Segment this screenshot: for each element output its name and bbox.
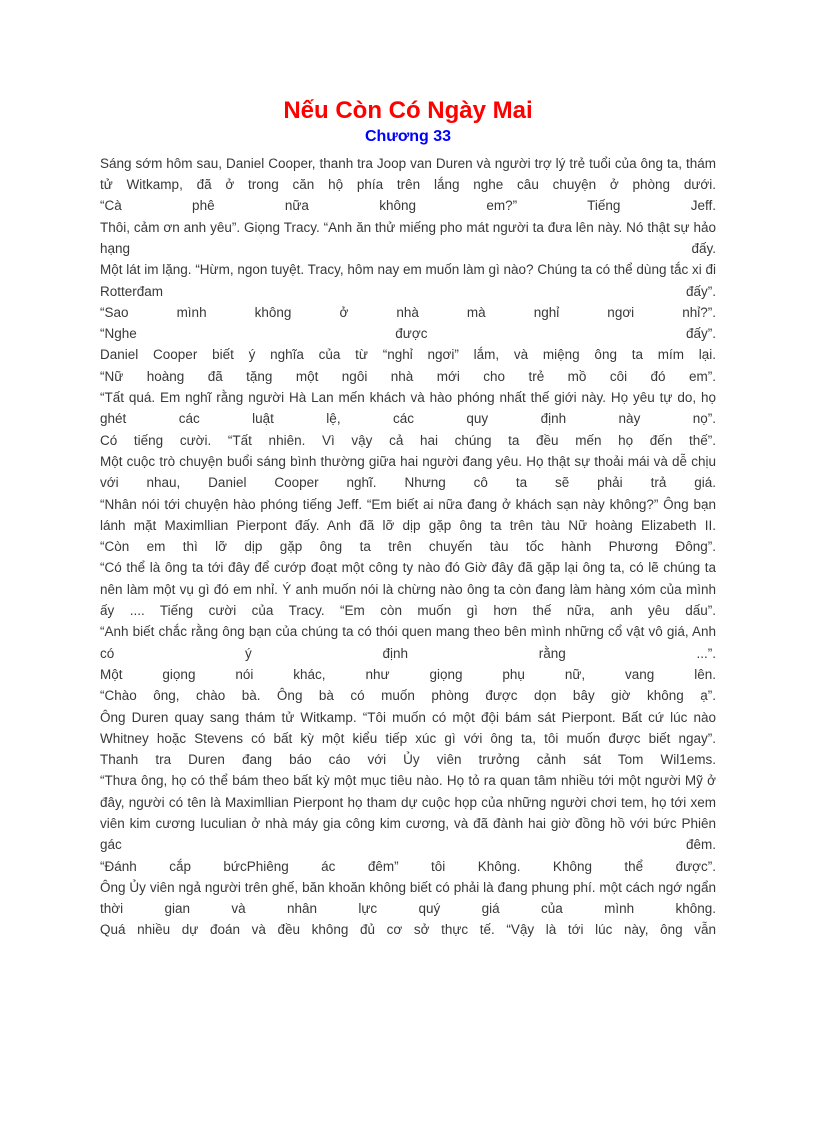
book-title: Nếu Còn Có Ngày Mai bbox=[283, 97, 533, 124]
paragraph: “Sao mình không ở nhà mà nghỉ ngơi nhỉ?”. bbox=[100, 304, 716, 320]
paragraph: “Còn em thì lỡ dịp gặp ông ta trên chuyến tàu tốc hành Phương Đông”. bbox=[100, 539, 716, 555]
paragraph: “Đánh cắp bứcPhiêng ác đêm” tôi Không. Không thể được”. bbox=[100, 858, 716, 874]
chapter-heading: Chương 33 bbox=[364, 127, 452, 145]
paragraph: “Chào ông, chào bà. Ông bà có muốn phòng được dọn bây giờ không ạ”. bbox=[100, 688, 716, 704]
paragraph: Quá nhiều dự đoán và đều không đủ cơ sở thực tế. “Vậy là tới lúc này, ông vẫn bbox=[100, 922, 716, 938]
paragraph: Ông Duren quay sang thám tử Witkamp. “Tôi muốn có một đội bám sát Pierpont. Bất cứ lúc nào Whitney hoặc Stevens có bất kỳ một kiểu tiếp xúc gì với ông ta, tôi muốn được biết ngay”. bbox=[100, 709, 716, 746]
paragraph: “Thưa ông, họ có thể bám theo bất kỳ một mục tiêu nào. Họ tỏ ra quan tâm nhiều tới một người Mỹ ở đây, người có tên là Maximllian Pierpont họ tham dự cuộc họp của những người chơi tem, họ tới xem viên kim cương Iuculian ở nhà máy gia công kim cương, và đã đành hai giờ đồng hồ với bức Phiên gác đêm. bbox=[100, 773, 716, 853]
paragraph: Một giọng nói khác, như giọng phụ nữ, vang lên. bbox=[100, 666, 716, 682]
chapter-body bbox=[100, 153, 716, 941]
paragraph: “Cà phê nữa không em?” Tiếng Jeff. bbox=[100, 198, 716, 214]
paragraph: Daniel Cooper biết ý nghĩa của từ “nghỉ ngơi” lắm, và miệng ông ta mím lại. bbox=[100, 347, 716, 363]
paragraph: “Tất quá. Em nghĩ rằng người Hà Lan mến khách và hào phóng nhất thế giới này. Họ yêu tự do, họ ghét các luật lệ, các quy định này nọ”. bbox=[100, 390, 716, 427]
paragraph: Ông Ủy viên ngả người trên ghế, băn khoăn không biết có phải là đang phung phí. một cách ngớ ngẩn thời gian và nhân lực quý giá của mình không. bbox=[100, 879, 716, 917]
paragraph: “Nữ hoàng đã tặng một ngôi nhà mới cho trẻ mồ côi đó em”. bbox=[100, 368, 716, 384]
paragraph: “Nghe được đấy”. bbox=[100, 326, 716, 342]
paragraph: Một lát im lặng. “Hừm, ngon tuyệt. Tracy, hôm nay em muốn làm gì nào? Chúng ta có thể dùng tắc xi đi Rotterđam đấy”. bbox=[100, 262, 716, 299]
paragraph: Thôi, cảm ơn anh yêu”. Giọng Tracy. “Anh ăn thử miếng pho mát người ta đưa lên này. Nó thật sự hảo hạng đấy. bbox=[100, 219, 716, 256]
paragraph: Sáng sớm hôm sau, Daniel Cooper, thanh tra Joop van Duren và người trợ lý trẻ tuổi của ông ta, thám tử Witkamp, đã ở trong căn hộ phía trên lắng nghe câu chuyện ở phòng dưới. bbox=[100, 155, 716, 193]
paragraph: “Nhân nói tới chuyện hào phóng tiếng Jeff. “Em biết ai nữa đang ở khách sạn này không?” Ông bạn lánh mặt Maximllian Pierpont đấy. Anh đã lỡ dịp gặp ông ta trên tàu Nữ hoàng Elizabeth II. bbox=[100, 496, 716, 533]
paragraph: Thanh tra Duren đang báo cáo với Ủy viên trưởng cảnh sát Tom Wil1ems. bbox=[100, 752, 716, 768]
paragraph: Một cuộc trò chuyện buổi sáng bình thường giữa hai người đang yêu. Họ thật sự thoải mái và dễ chịu với nhau, Daniel Cooper nghĩ. Nhưng cô ta sẽ phải trả giá. bbox=[100, 453, 716, 491]
paragraph: “Có thể là ông ta tới đây để cướp đoạt một công ty nào đó Giờ đây đã gặp lại ông ta, có lẽ chúng ta nên làm một vụ gì đó em nhỉ. Ý anh muốn nói là chừng nào ông ta còn đang làm hàng xóm của mình ấy .... Tiếng cười của Tracy. “Em còn muốn gì hơn thế nữa, anh yêu dấu”. bbox=[100, 560, 716, 619]
paragraph: Có tiếng cười. “Tất nhiên. Vì vậy cả hai chúng ta đều mến họ đến thế”. bbox=[100, 432, 716, 448]
paragraph: “Anh biết chắc rằng ông bạn của chúng ta có thói quen mang theo bên mình những cổ vật vô giá, Anh có ý định rằng ...”. bbox=[100, 624, 716, 661]
